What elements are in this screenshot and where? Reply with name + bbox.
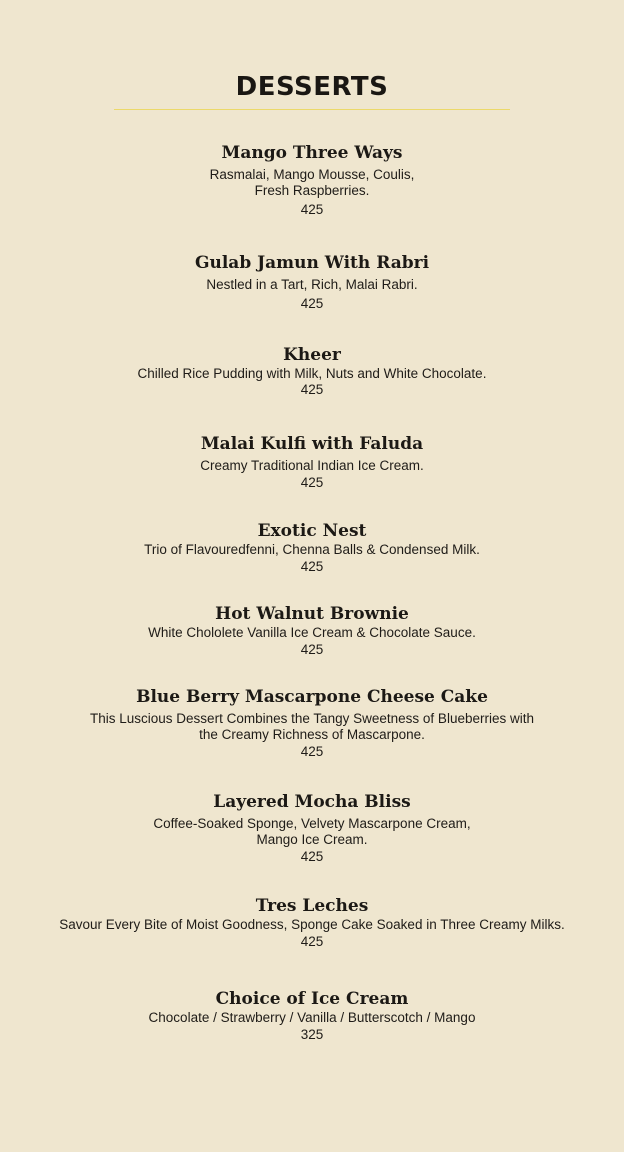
item-name: Malai Kulfi with Faluda bbox=[200, 434, 424, 454]
item-description: White Chololete Vanilla Ice Cream & Chocolate Sauce. bbox=[148, 625, 476, 640]
item-description: Chocolate / Strawberry / Vanilla / Butterscotch / Mango bbox=[148, 1010, 476, 1025]
item-description: Trio of Flavouredfenni, Chenna Balls & Condensed Milk. bbox=[144, 542, 480, 557]
item-description: Coffee-Soaked Sponge, Velvety Mascarpone Cream, Mango Ice Cream. bbox=[153, 816, 471, 847]
item-price: 425 bbox=[300, 296, 324, 311]
item-price: 425 bbox=[300, 382, 324, 397]
item-name: Choice of Ice Cream bbox=[215, 989, 409, 1009]
menu-item bbox=[0, 989, 624, 1043]
item-name: Blue Berry Mascarpone Cheese Cake bbox=[136, 687, 488, 707]
item-name: Hot Walnut Brownie bbox=[215, 604, 409, 624]
menu-title: DESSERTS bbox=[235, 72, 389, 102]
menu-item bbox=[0, 521, 624, 575]
item-description: Chilled Rice Pudding with Milk, Nuts and White Chocolate. bbox=[137, 366, 487, 381]
menu-item bbox=[0, 687, 624, 760]
item-name: Kheer bbox=[283, 345, 341, 365]
item-price: 325 bbox=[300, 1027, 324, 1042]
item-price: 425 bbox=[300, 744, 324, 759]
item-description: Savour Every Bite of Moist Goodness, Sponge Cake Soaked in Three Creamy Milks. bbox=[59, 917, 565, 932]
item-price: 425 bbox=[300, 934, 324, 949]
menu-item bbox=[0, 792, 624, 865]
menu-item bbox=[0, 143, 624, 218]
item-description: Rasmalai, Mango Mousse, Coulis, Fresh Raspberries. bbox=[209, 167, 415, 198]
item-description: Nestled in a Tart, Rich, Malai Rabri. bbox=[206, 277, 418, 292]
item-name: Gulab Jamun With Rabri bbox=[194, 253, 430, 273]
menu-item bbox=[0, 345, 624, 398]
menu-item bbox=[0, 434, 624, 491]
item-price: 425 bbox=[300, 559, 324, 574]
menu-item bbox=[0, 896, 624, 950]
item-price: 425 bbox=[300, 642, 324, 657]
item-name: Tres Leches bbox=[255, 896, 369, 916]
item-price: 425 bbox=[300, 849, 324, 864]
item-description: Creamy Traditional Indian Ice Cream. bbox=[200, 458, 424, 473]
menu-item bbox=[0, 253, 624, 312]
title-divider bbox=[114, 109, 510, 110]
item-name: Layered Mocha Bliss bbox=[213, 792, 411, 812]
item-description: This Luscious Dessert Combines the Tangy Sweetness of Blueberries with the Creamy Richness of Mascarpone. bbox=[90, 711, 534, 742]
item-price: 425 bbox=[300, 202, 324, 217]
item-price: 425 bbox=[300, 475, 324, 490]
menu-item bbox=[0, 604, 624, 658]
item-name: Mango Three Ways bbox=[221, 143, 403, 163]
item-name: Exotic Nest bbox=[257, 521, 367, 541]
